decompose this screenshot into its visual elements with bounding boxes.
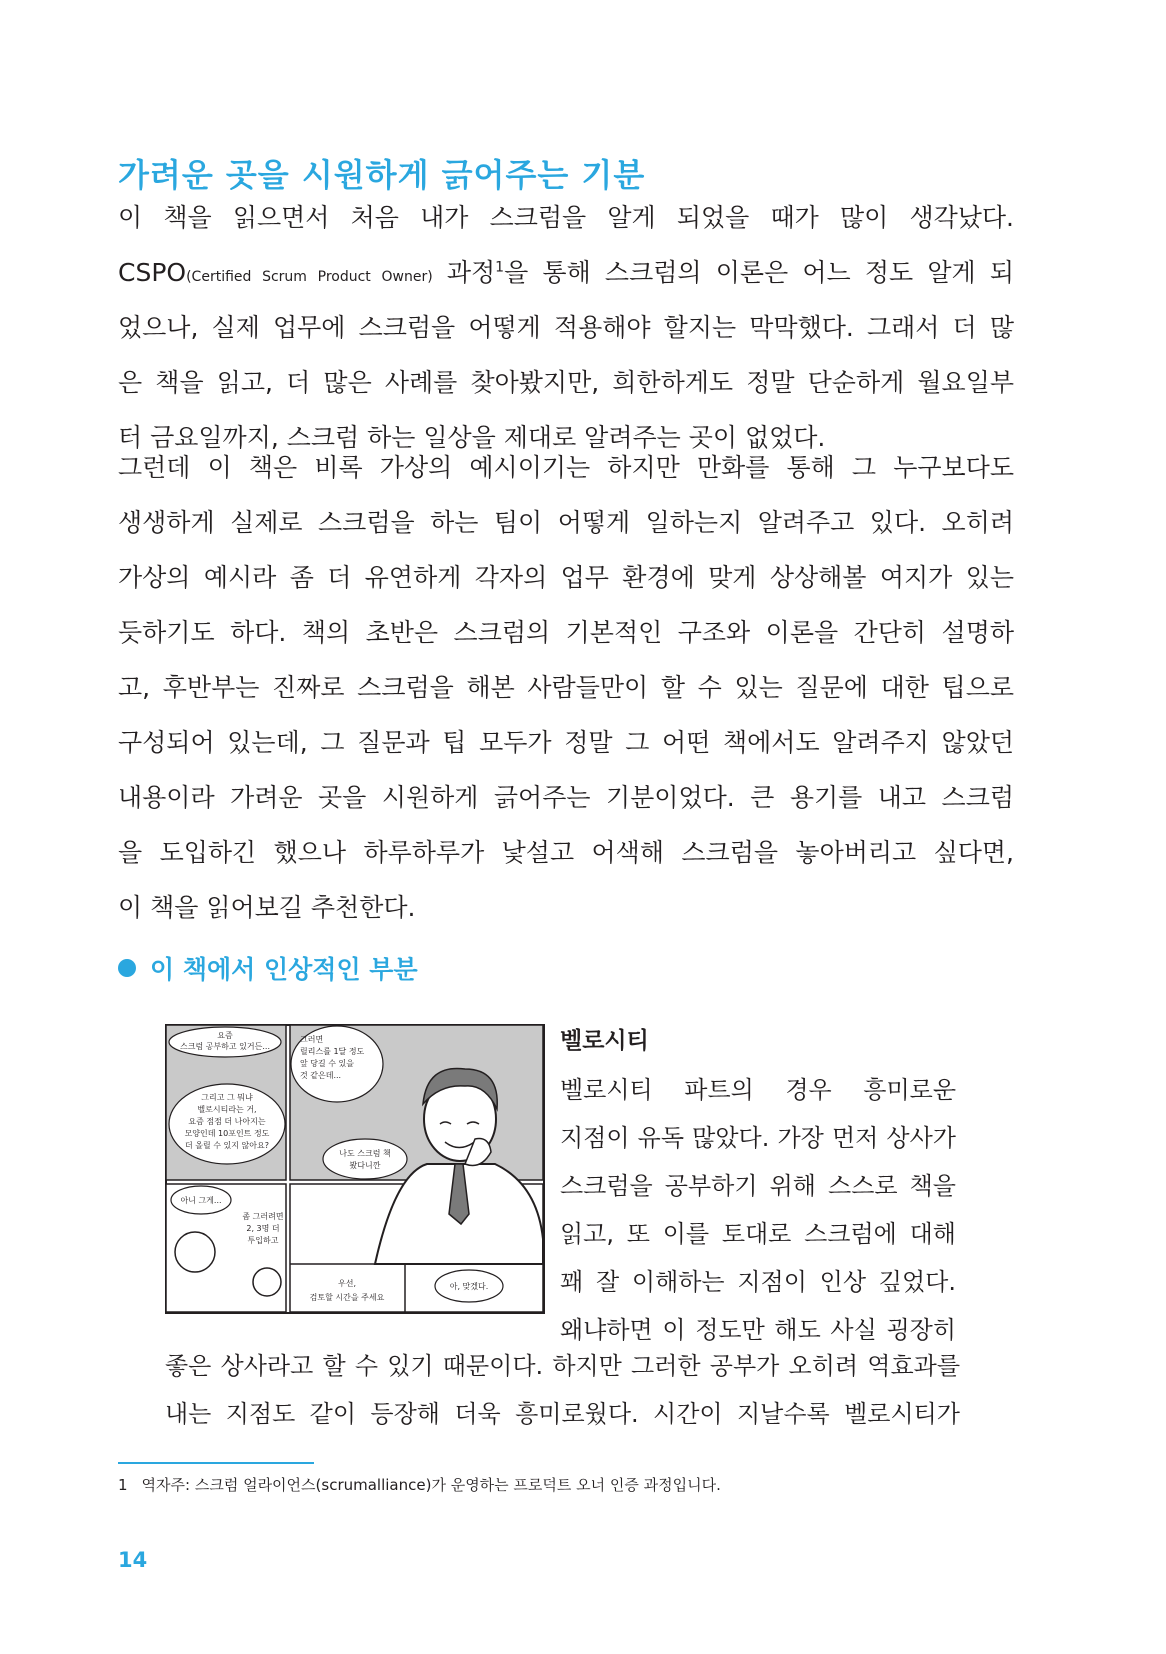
- comic-text: 아니 그게...: [180, 1196, 222, 1205]
- text-line: 터 금요일까지, 스크럼 하는 일상을 제대로 알려주는 곳이 없었다.: [118, 423, 826, 452]
- footnote-number: 1: [118, 1476, 128, 1494]
- text-line: 이 책을 읽어보길 추천한다.: [118, 893, 416, 922]
- comic-text: 요즘 점점 더 나아지는: [188, 1117, 266, 1126]
- comic-text: 나도 스크럼 책: [339, 1149, 391, 1158]
- text-line: 구성되어 있는데, 그 질문과 팁 모두가 정말 그 어떤 책에서도 알려주지 않았던: [118, 728, 1014, 757]
- comic-illustration: [165, 1024, 545, 1314]
- text-line: 내는 지점도 같이 등장해 더욱 흥미로웠다. 시간이 지날수록 벨로시티가: [165, 1400, 960, 1428]
- text-line: CSPO(Certified Scrum Product Owner) 과정$^1$을 통해 스크럼의 이론은 어느 정도 알게 되: [118, 258, 1014, 287]
- text-line: 읽고, 또 이를 토대로 스크럼에 대해: [560, 1220, 956, 1248]
- comic-text: 그리고 그 뭐냐: [201, 1093, 253, 1102]
- text-line: 었으나, 실제 업무에 스크럼을 어떻게 적용해야 할지는 막막했다. 그래서 더 많: [118, 313, 1014, 342]
- right-column-text: [560, 1066, 956, 1354]
- footnote: [118, 1474, 721, 1495]
- comic-text: 앞 당길 수 있을: [300, 1059, 354, 1068]
- bullet-icon: [118, 959, 136, 977]
- comic-text: 2, 3명 더: [246, 1224, 280, 1233]
- comic-text: 투입하고: [247, 1236, 279, 1245]
- text-line: 고, 후반부는 진짜로 스크럼을 해본 사람들만이 할 수 있는 질문에 대한 팁으로: [118, 673, 1014, 702]
- comic-text: 우선,: [338, 1279, 356, 1288]
- section-title: 이 책에서 인상적인 부분: [150, 955, 418, 984]
- paragraph-1: [118, 190, 1014, 465]
- subsection-title: 벨로시티: [560, 1028, 649, 1054]
- footnote-ref[interactable]: 1: [495, 259, 505, 276]
- text-line: 은 책을 읽고, 더 많은 사례를 찾아봤지만, 희한하게도 정말 단순하게 월요일부: [118, 368, 1014, 397]
- comic-text: 검토할 시간을 주세요: [309, 1293, 385, 1302]
- text-line: 생생하게 실제로 스크럼을 하는 팀이 어떻게 일하는지 알려주고 있다. 오히려: [118, 508, 1014, 537]
- text-line: 지점이 유독 많았다. 가장 먼저 상사가: [560, 1124, 956, 1152]
- comic-text: 모양인데 10포인트 정도: [184, 1129, 270, 1138]
- text-line: 그런데 이 책은 비록 가상의 예시이기는 하지만 만화를 통해 그 누구보다도: [118, 453, 1014, 482]
- text-line: 왜냐하면 이 정도만 해도 사실 굉장히: [560, 1316, 956, 1344]
- comic-text: 벨로시티라는 거,: [197, 1105, 257, 1114]
- comic-text: 요즘: [217, 1031, 233, 1040]
- comic-text: 더 올릴 수 있지 않아요?: [185, 1141, 269, 1150]
- page-number: 14: [118, 1548, 148, 1572]
- text-line: 을 도입하긴 했으나 하루하루가 낯설고 어색해 스크럼을 놓아버리고 싶다면,: [118, 838, 1014, 867]
- section-heading: [118, 950, 418, 986]
- text-line: 꽤 잘 이해하는 지점이 인상 깊었다.: [560, 1268, 956, 1296]
- comic-text: 봤다니깐: [349, 1161, 381, 1170]
- text-line: 벨로시티 파트의 경우 흥미로운: [560, 1076, 956, 1104]
- comic-text: 아, 맞겠다.: [449, 1282, 489, 1291]
- comic-text: 릴리스를 1달 정도: [300, 1047, 365, 1056]
- comic-text: 그러면: [300, 1035, 324, 1044]
- page-title: 가려운 곳을 시원하게 긁어주는 기분: [118, 156, 646, 194]
- cspo-subtitle: (Certified Scrum Product Owner): [186, 269, 433, 285]
- footnote-divider: [118, 1462, 314, 1464]
- comic-text: 것 같은데...: [300, 1071, 342, 1080]
- text-line: 이 책을 읽으면서 처음 내가 스크럼을 알게 되었을 때가 많이 생각났다.: [118, 203, 1014, 232]
- paragraph-2: [118, 440, 1014, 935]
- comic-text: 스크럼 공부하고 있거든...: [180, 1042, 270, 1051]
- text-line: 가상의 예시라 좀 더 유연하게 각자의 업무 환경에 맞게 상상해볼 여지가 있는: [118, 563, 1014, 592]
- continued-text: [165, 1342, 960, 1438]
- text-line: 내용이라 가려운 곳을 시원하게 긁어주는 기분이었다. 큰 용기를 내고 스크럼: [118, 783, 1014, 812]
- text-line: 스크럼을 공부하기 위해 스스로 책을: [560, 1172, 956, 1200]
- footnote-text: 역자주: 스크럼 얼라이언스(scrumalliance)가 운영하는 프로덕트 오너 인증 과정입니다.: [141, 1476, 721, 1494]
- comic-text: 좀 그러려면: [242, 1212, 284, 1221]
- text-line: 듯하기도 하다. 책의 초반은 스크럼의 기본적인 구조와 이론을 간단히 설명하: [118, 618, 1014, 647]
- text-line: 좋은 상사라고 할 수 있기 때문이다. 하지만 그러한 공부가 오히려 역효과를: [165, 1352, 960, 1380]
